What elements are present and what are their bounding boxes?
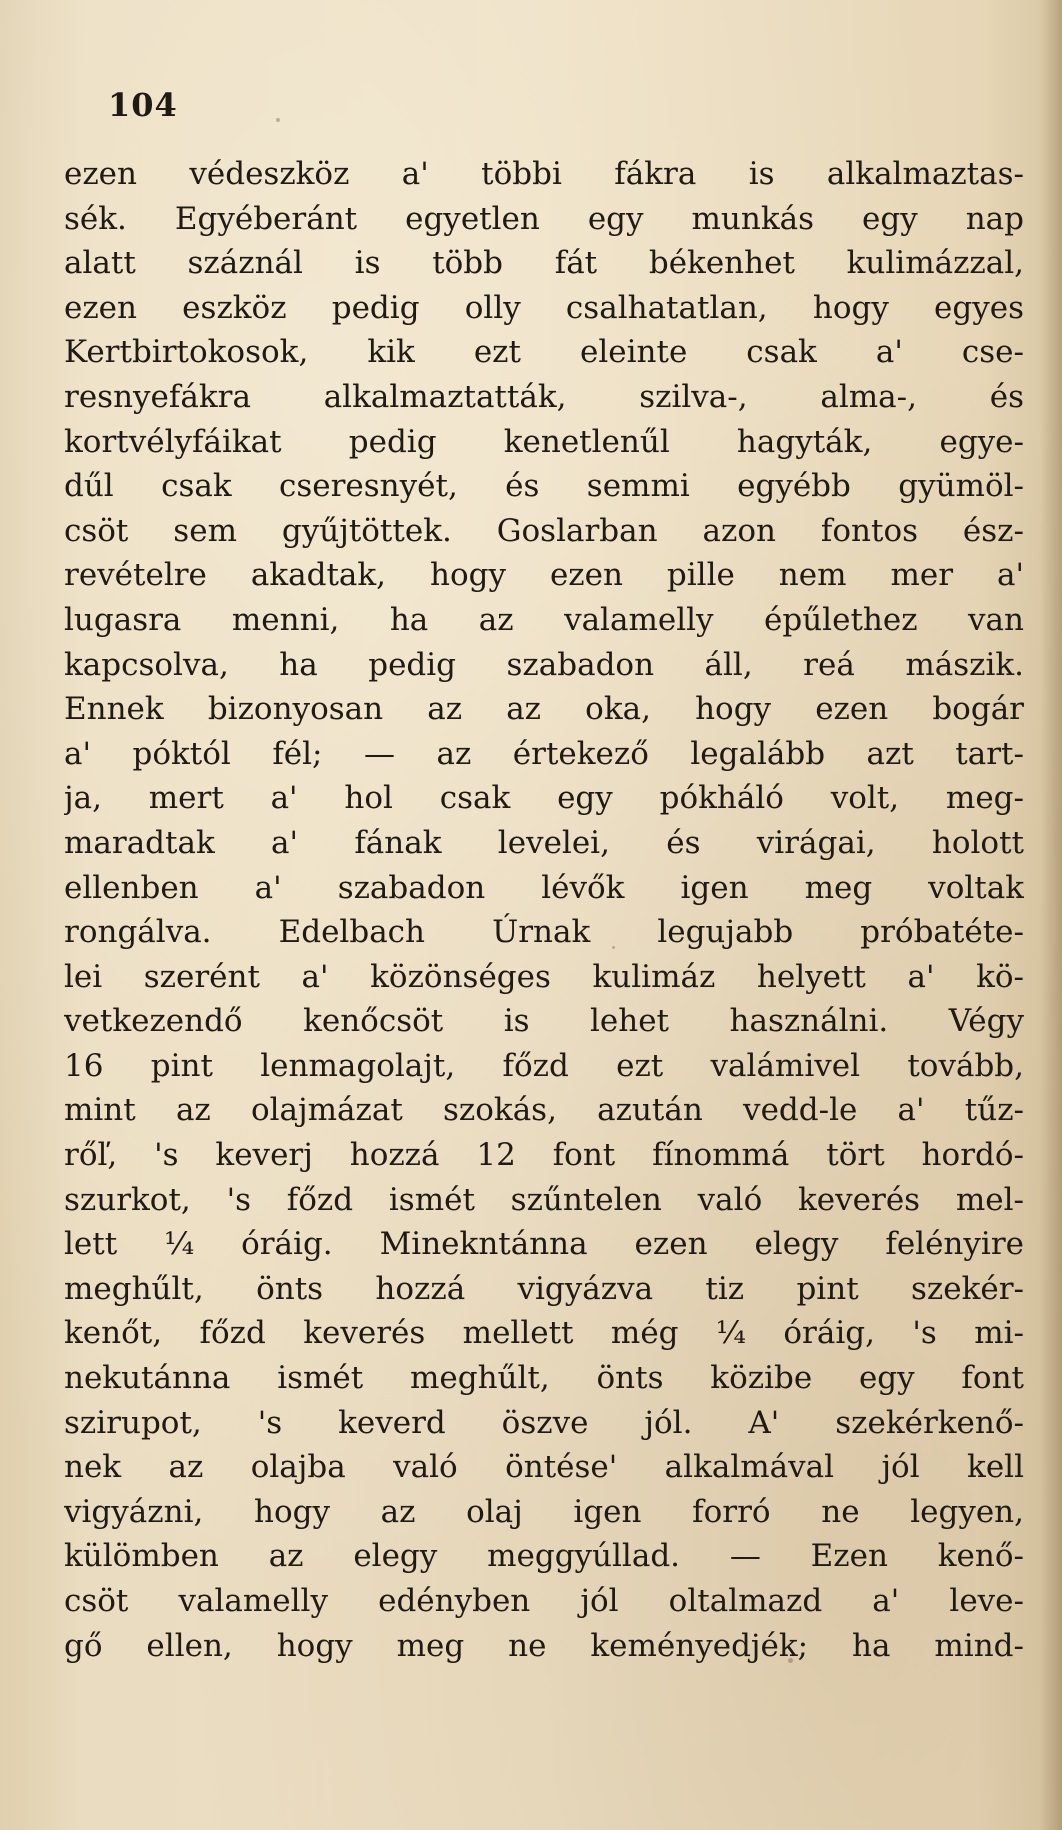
text-line-29: szirupot, 's keverd öszve jól. A' szekérkenő- (64, 1404, 1024, 1441)
page-number: 104 (108, 86, 178, 124)
text-line-3: alatt száznál is több fát békenhet kulimázzal, (64, 245, 1024, 282)
text-line-4: ezen eszköz pedig olly csalhatatlan, hogy egyes (64, 289, 1024, 326)
text-line-21: 16 pint lenmagolajt, főzd ezt valámivel tovább, (64, 1047, 1024, 1084)
text-line-33: csöt valamelly edényben jól oltalmazd a' leve- (64, 1583, 1024, 1619)
text-line-32: külömben az elegy meggyúllad. — Ezen kenő- (64, 1538, 1024, 1575)
text-line-19: lei szerént a' közönséges kulimáz helyett a' kö- (64, 958, 1024, 995)
paper-speck (788, 1658, 793, 1663)
text-line-10: revételre akadtak, hogy ezen pille nem mer a' (64, 557, 1024, 594)
text-line-9: csöt sem gyűjtöttek. Goslarban azon fontos ész- (64, 512, 1024, 549)
text-line-5: Kertbirtokosok, kik ezt eleinte csak a' cse- (64, 334, 1024, 371)
paper-speck (276, 118, 280, 122)
text-line-23: rőľ, 's keverj hozzá 12 font fínommá tört hordó- (64, 1137, 1024, 1174)
text-line-24: szurkot, 's főzd ismét szűntelen való keverés mel- (64, 1181, 1024, 1218)
text-line-14: a' póktól fél; — az értekező legalább azt tart- (64, 735, 1024, 772)
text-line-25: lett ¼ óráig. Minekntánna ezen elegy felényire (64, 1226, 1024, 1263)
text-line-20: vetkezendő kenőcsöt is lehet használni. Végy (64, 1003, 1024, 1040)
paper-speck (612, 946, 615, 949)
text-line-1: ezen védeszköz a' többi fákra is alkalmaztas- (64, 156, 1024, 192)
text-line-34: gő ellen, hogy meg ne keményedjék; ha mind- (64, 1627, 1024, 1664)
text-line-13: Ennek bizonyosan az az oka, hogy ezen bogár (64, 691, 1024, 728)
text-line-18: rongálva. Edelbach Úrnak legujabb próbatéte- (64, 914, 1024, 951)
text-line-27: kenőt, főzd keverés mellett még ¼ óráig, 's mi- (64, 1315, 1024, 1352)
text-line-8: dűl csak cseresnyét, és semmi egyébb gyümöl- (64, 468, 1024, 505)
text-line-16: maradtak a' fának levelei, és virágai, holott (64, 824, 1024, 861)
text-line-22: mint az olajmázat szokás, azután vedd-le a' tűz- (64, 1092, 1024, 1129)
text-line-26: meghűlt, önts hozzá vigyázva tiz pint szekér- (64, 1270, 1024, 1307)
text-line-2: sék. Egyéberánt egyetlen egy munkás egy nap (64, 200, 1024, 237)
text-line-6: resnyefákra alkalmaztatták, szilva-, alma-, és (64, 378, 1024, 415)
text-line-7: kortvélyfáikat pedig kenetlenűl hagyták, egye- (64, 423, 1024, 460)
text-line-12: kapcsolva, ha pedig szabadon áll, reá mászik. (64, 646, 1024, 683)
text-line-15: ja, mert a' hol csak egy pókháló volt, meg- (64, 780, 1024, 817)
page-edge-shadow (1040, 0, 1062, 1830)
text-line-11: lugasra menni, ha az valamelly épűlethez van (64, 601, 1024, 638)
text-line-31: vigyázni, hogy az olaj igen forró ne legyen, (64, 1493, 1024, 1530)
text-line-30: nek az olajba való öntése' alkalmával jól kell (64, 1449, 1024, 1486)
text-line-28: nekutánna ismét meghűlt, önts közibe egy font (64, 1360, 1024, 1397)
body-text (64, 152, 1024, 1668)
text-line-17: ellenben a' szabadon lévők igen meg voltak (64, 869, 1024, 906)
